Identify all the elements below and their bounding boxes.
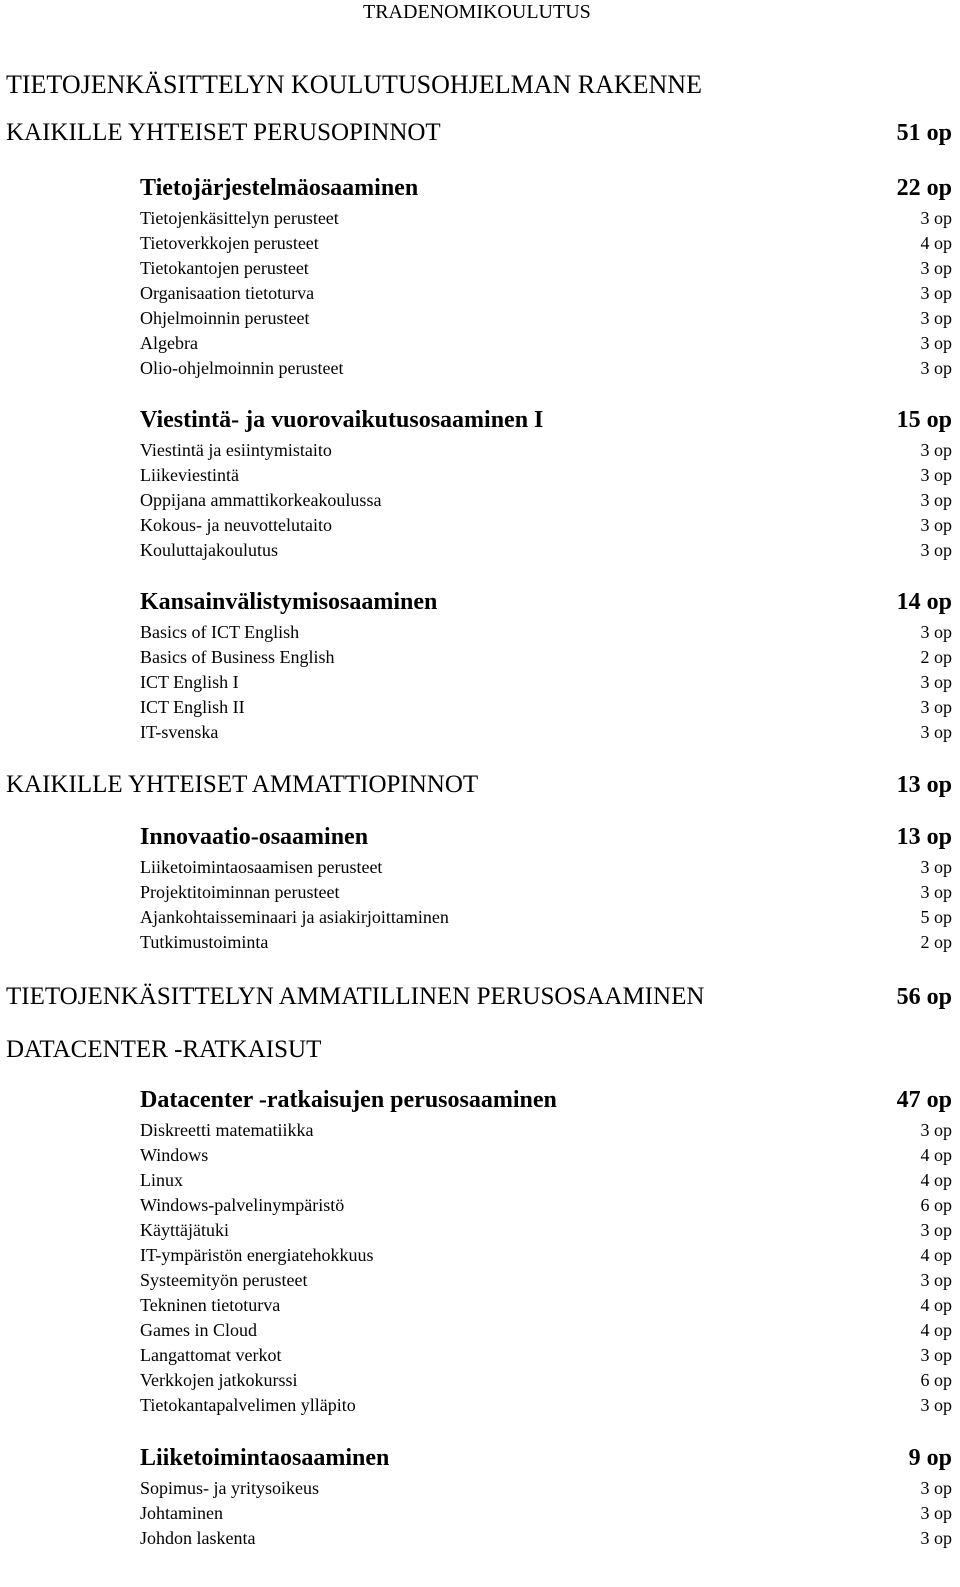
course-row bbox=[0, 721, 952, 743]
course-row bbox=[0, 489, 952, 511]
course-row bbox=[0, 257, 952, 279]
course-label: Tietokantojen perusteet bbox=[140, 258, 309, 278]
subheading-label: Kansainvälistymisosaaminen bbox=[140, 589, 438, 615]
course-credits: 3 op bbox=[920, 1395, 952, 1415]
course-credits: 3 op bbox=[920, 672, 952, 692]
course-credits: 3 op bbox=[920, 1478, 952, 1498]
section-row bbox=[0, 1035, 952, 1065]
course-credits: 3 op bbox=[920, 283, 952, 303]
course-row bbox=[0, 1502, 952, 1524]
course-credits: 4 op bbox=[920, 1145, 952, 1165]
course-label: Tekninen tietoturva bbox=[140, 1295, 281, 1315]
subheading-row bbox=[0, 823, 952, 851]
course-credits: 3 op bbox=[920, 1120, 952, 1140]
course-row bbox=[0, 1244, 952, 1266]
course-credits: 3 op bbox=[920, 697, 952, 717]
course-row bbox=[0, 514, 952, 536]
course-label: Tutkimustoiminta bbox=[140, 932, 269, 952]
course-row bbox=[0, 646, 952, 668]
course-label: Tietoverkkojen perusteet bbox=[140, 233, 319, 253]
course-credits: 6 op bbox=[920, 1195, 952, 1215]
course-row bbox=[0, 307, 952, 329]
course-credits: 3 op bbox=[920, 515, 952, 535]
document-title: TIETOJENKÄSITTELYN KOULUTUSOHJELMAN RAKENNE bbox=[6, 70, 702, 99]
course-row bbox=[0, 539, 952, 561]
course-row bbox=[0, 232, 952, 254]
course-label: IT-svenska bbox=[140, 722, 219, 742]
course-credits: 3 op bbox=[920, 440, 952, 460]
course-row bbox=[0, 621, 952, 643]
course-label: Windows bbox=[140, 1145, 209, 1165]
course-row bbox=[0, 1269, 952, 1291]
course-row bbox=[0, 1294, 952, 1316]
course-row bbox=[0, 1527, 952, 1549]
course-label: Games in Cloud bbox=[140, 1320, 257, 1340]
course-label: Sopimus- ja yritysoikeus bbox=[140, 1478, 319, 1498]
subheading-label: Viestintä- ja vuorovaikutusosaaminen I bbox=[140, 407, 544, 433]
subheading-credits: 9 op bbox=[908, 1445, 952, 1471]
course-label: Olio-ohjelmoinnin perusteet bbox=[140, 358, 344, 378]
course-label: Ajankohtaisseminaari ja asiakirjoittaminen bbox=[140, 907, 449, 927]
course-credits: 3 op bbox=[920, 622, 952, 642]
subheading-credits: 13 op bbox=[896, 824, 952, 850]
section-label: KAIKILLE YHTEISET PERUSOPINNOT bbox=[6, 119, 441, 146]
course-credits: 3 op bbox=[920, 1528, 952, 1548]
course-row bbox=[0, 931, 952, 953]
section-row bbox=[0, 118, 952, 148]
document-header: TRADENOMIKOULUTUS bbox=[363, 1, 591, 23]
subheading-label: Innovaatio-osaaminen bbox=[140, 824, 369, 850]
subheading-credits: 22 op bbox=[896, 175, 952, 201]
course-credits: 4 op bbox=[920, 1170, 952, 1190]
course-label: Johdon laskenta bbox=[140, 1528, 256, 1548]
course-row bbox=[0, 1344, 952, 1366]
course-row bbox=[0, 1119, 952, 1141]
section-row bbox=[0, 770, 952, 800]
course-label: Verkkojen jatkokurssi bbox=[140, 1370, 298, 1390]
course-label: Kouluttajakoulutus bbox=[140, 540, 278, 560]
course-row bbox=[0, 464, 952, 486]
course-label: ICT English II bbox=[140, 697, 245, 717]
course-label: Liiketoimintaosaamisen perusteet bbox=[140, 857, 383, 877]
course-row bbox=[0, 332, 952, 354]
section-credits: 13 op bbox=[896, 772, 952, 798]
course-credits: 3 op bbox=[920, 1220, 952, 1240]
course-row bbox=[0, 1219, 952, 1241]
section-row bbox=[0, 982, 952, 1012]
course-label: Johtaminen bbox=[140, 1503, 223, 1523]
course-label: Langattomat verkot bbox=[140, 1345, 282, 1365]
subheading-label: Datacenter -ratkaisujen perusosaaminen bbox=[140, 1087, 557, 1113]
course-credits: 3 op bbox=[920, 465, 952, 485]
course-credits: 3 op bbox=[920, 490, 952, 510]
subheading-label: Tietojärjestelmäosaaminen bbox=[140, 175, 419, 201]
course-credits: 3 op bbox=[920, 358, 952, 378]
subheading-credits: 47 op bbox=[896, 1087, 952, 1113]
course-label: Liikeviestintä bbox=[140, 465, 239, 485]
course-label: Käyttäjätuki bbox=[140, 1220, 229, 1240]
subheading-row bbox=[0, 1444, 952, 1472]
course-label: Viestintä ja esiintymistaito bbox=[140, 440, 332, 460]
section-label: DATACENTER -RATKAISUT bbox=[6, 1036, 322, 1063]
course-label: Algebra bbox=[140, 333, 198, 353]
course-row bbox=[0, 1369, 952, 1391]
course-credits: 6 op bbox=[920, 1370, 952, 1390]
course-credits: 3 op bbox=[920, 540, 952, 560]
course-row bbox=[0, 357, 952, 379]
section-label: KAIKILLE YHTEISET AMMATTIOPINNOT bbox=[6, 771, 479, 798]
subheading-row bbox=[0, 588, 952, 616]
course-label: Projektitoiminnan perusteet bbox=[140, 882, 340, 902]
subheading-row bbox=[0, 1086, 952, 1114]
course-label: Tietokantapalvelimen ylläpito bbox=[140, 1395, 356, 1415]
course-row bbox=[0, 282, 952, 304]
course-label: IT-ympäristön energiatehokkuus bbox=[140, 1245, 374, 1265]
course-credits: 4 op bbox=[920, 233, 952, 253]
course-label: Tietojenkäsittelyn perusteet bbox=[140, 208, 339, 228]
course-label: Ohjelmoinnin perusteet bbox=[140, 308, 310, 328]
course-row bbox=[0, 207, 952, 229]
course-credits: 3 op bbox=[920, 308, 952, 328]
course-row bbox=[0, 856, 952, 878]
course-row bbox=[0, 1477, 952, 1499]
course-row bbox=[0, 906, 952, 928]
course-label: Basics of Business English bbox=[140, 647, 335, 667]
course-credits: 4 op bbox=[920, 1320, 952, 1340]
course-credits: 3 op bbox=[920, 1503, 952, 1523]
course-row bbox=[0, 1169, 952, 1191]
course-credits: 3 op bbox=[920, 258, 952, 278]
course-label: Organisaation tietoturva bbox=[140, 283, 315, 303]
course-label: Basics of ICT English bbox=[140, 622, 300, 642]
course-credits: 3 op bbox=[920, 208, 952, 228]
course-label: Linux bbox=[140, 1170, 183, 1190]
subheading-label: Liiketoimintaosaaminen bbox=[140, 1445, 390, 1471]
course-credits: 2 op bbox=[920, 932, 952, 952]
course-credits: 4 op bbox=[920, 1295, 952, 1315]
subheading-credits: 15 op bbox=[896, 407, 952, 433]
course-row bbox=[0, 1194, 952, 1216]
course-row bbox=[0, 439, 952, 461]
course-credits: 2 op bbox=[920, 647, 952, 667]
course-label: ICT English I bbox=[140, 672, 239, 692]
course-credits: 3 op bbox=[920, 722, 952, 742]
subheading-row bbox=[0, 174, 952, 202]
course-label: Systeemityön perusteet bbox=[140, 1270, 308, 1290]
course-credits: 3 op bbox=[920, 1345, 952, 1365]
course-credits: 3 op bbox=[920, 1270, 952, 1290]
course-credits: 3 op bbox=[920, 857, 952, 877]
course-credits: 4 op bbox=[920, 1245, 952, 1265]
subheading-credits: 14 op bbox=[896, 589, 952, 615]
course-label: Oppijana ammattikorkeakoulussa bbox=[140, 490, 382, 510]
course-row bbox=[0, 881, 952, 903]
course-label: Kokous- ja neuvottelutaito bbox=[140, 515, 332, 535]
section-credits: 56 op bbox=[896, 984, 952, 1010]
course-credits: 3 op bbox=[920, 333, 952, 353]
section-credits: 51 op bbox=[896, 120, 952, 146]
course-credits: 5 op bbox=[920, 907, 952, 927]
course-label: Diskreetti matematiikka bbox=[140, 1120, 314, 1140]
course-row bbox=[0, 1319, 952, 1341]
course-row bbox=[0, 1394, 952, 1416]
course-row bbox=[0, 1144, 952, 1166]
course-label: Windows-palvelinympäristö bbox=[140, 1195, 345, 1215]
course-credits: 3 op bbox=[920, 882, 952, 902]
course-row bbox=[0, 696, 952, 718]
course-row bbox=[0, 671, 952, 693]
section-label: TIETOJENKÄSITTELYN AMMATILLINEN PERUSOSAAMINEN bbox=[6, 983, 705, 1010]
subheading-row bbox=[0, 406, 952, 434]
